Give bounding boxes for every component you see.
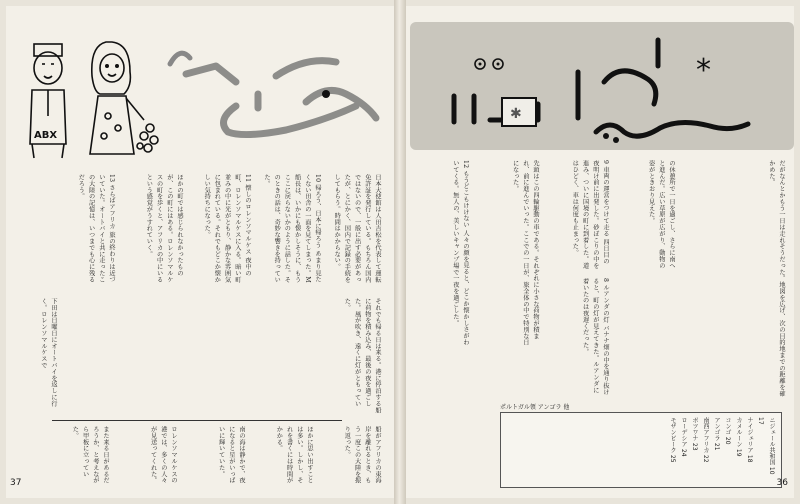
right-col-3: 9 車両の運営をつけて走る 四日目の夜明け前に出発した。砂ぼこりの中を進み、ついに国境の町に到着した。道はひどく、車は何度も止まった。 — [571, 160, 609, 269]
info-box-line: ボツワナ 23 — [691, 417, 698, 451]
footnote-divider — [52, 420, 342, 421]
left-col-6: それでも帰る日は来る。港に停泊する船に荷物を積み込み、最後の夜を過ごした。風が吹き、遠くに灯がともっていた。 — [343, 298, 381, 414]
left-footnote-e: また来る日があるだろうか、と考えながら甲板に立っていた。 — [71, 426, 109, 484]
left-footnote-a: 船がアフリカの東海岸を離れるとき、もう一度この大陸を振り返った。 — [343, 426, 381, 484]
info-box-lines — [505, 417, 777, 483]
left-footnote-c: 南の海は静かで、夜になると星がいっぱいに輝いていた。 — [217, 426, 245, 484]
right-page — [406, 6, 794, 498]
right-page-number: 36 — [776, 478, 788, 488]
book-gutter — [394, 0, 406, 504]
left-page — [6, 6, 394, 498]
figures-drawing — [20, 36, 200, 166]
left-col-3: 11 懐しのロレンソマルケス 夜中の町、ロレンソマルケスに入る。暗い町並みの中に光がともり、静かな雰囲気に包まれている。それでもどこか懐かしい気持ちになった。 — [203, 174, 251, 283]
left-col-7: 下田は日曜日にオートバイを返しに行く。ロレンソマルケスで — [39, 298, 57, 407]
left-col-2: 10 帰ろう、日本に帰ろう あまり見たくない田舎の一面を見てしまった。M船長は、いかにも懐かしそうに、もうここに戻らないかのように話した。そのときの話は、奇妙な響きを持っていた。 — [262, 174, 321, 283]
arabic-script-art — [176, 46, 386, 146]
info-box-line: カメルーン 19 — [735, 417, 742, 457]
right-col-5: の休憩所で一日を過ごし、さらに南へと進んだ。広い草原が広がり、動物の姿がときおり見えた。 — [647, 160, 675, 269]
info-box-line: 南西アフリカ 22 — [702, 417, 709, 463]
info-box-title: ポルトガル領 アンゴラ 他 — [500, 404, 570, 411]
left-page-number: 37 — [10, 478, 22, 488]
left-col-4: ほかの町では感じられなかったものが、この町にはある。ロレンソマルケスの町を歩くと、アフリカの中にいるという感覚がうすれていく。 — [145, 174, 183, 283]
info-box-line: ニジェール共和国 10 — [768, 417, 775, 475]
svg-text:✱: ✱ — [510, 106, 522, 122]
info-box-line: コンゴ 20 — [724, 417, 731, 445]
info-box-line: モザンビーク 25 — [669, 417, 676, 463]
figures-illustration — [20, 36, 200, 166]
left-col-5: 13 さらばアフリカ 旅の終わりは近づいていた。オートバイと共に走ったこの大陸の記憶は、いつまでも心に残るだろう。 — [77, 174, 115, 283]
info-box-line: ナイジェリア 18 — [746, 417, 753, 463]
left-footnote-b: ほかに思い出すことは多い。しかし、それを書くには時間がかかる。 — [275, 426, 313, 484]
info-box-line: 17 — [757, 417, 764, 425]
right-col-1: 12 もうどこもけけない 人々の顔を見ると、どこか懐かしさがわいてくる。無人の、美しいキャンプ場で一夜を過ごした。 — [451, 160, 469, 346]
info-box — [500, 412, 782, 488]
left-footnote-d: ロレンソマルケスの港では、多くの人々が見送ってくれた。 — [149, 426, 177, 484]
right-col-6: だがなんとかもう一日は走れそうだった。地図を広げ、次の目的地までの距離を確かめた。 — [767, 160, 785, 397]
right-col-2: 先頭はこの四輪駆動の車である。それぞれに小さな荷物が積まれ、前に進んでいった。ここでの一日が、旅全体の中で特別な日になった。 — [511, 160, 539, 346]
cursive-illustration-panel — [410, 22, 794, 150]
svg-text:ABX: ABX — [34, 130, 58, 141]
info-box-line: ローデシア 24 — [680, 417, 687, 457]
svg-text:*: * — [696, 53, 711, 88]
right-col-4: 8 ルアンダの灯 バナナ畑の中を通り抜けると、町の灯が見えてきた。ルアンダに着いたのは夜遅くだった。 — [581, 278, 609, 396]
info-box-line: アンゴラ 21 — [713, 417, 720, 451]
left-col-1: 日本大使館は人田吉松を代表して運転免許証を発行している。もちろん国内ではないので、一般に出す必要があったが、とにかく、国内で記録の手続をしてもらう。時間はかからない。 — [333, 174, 381, 283]
